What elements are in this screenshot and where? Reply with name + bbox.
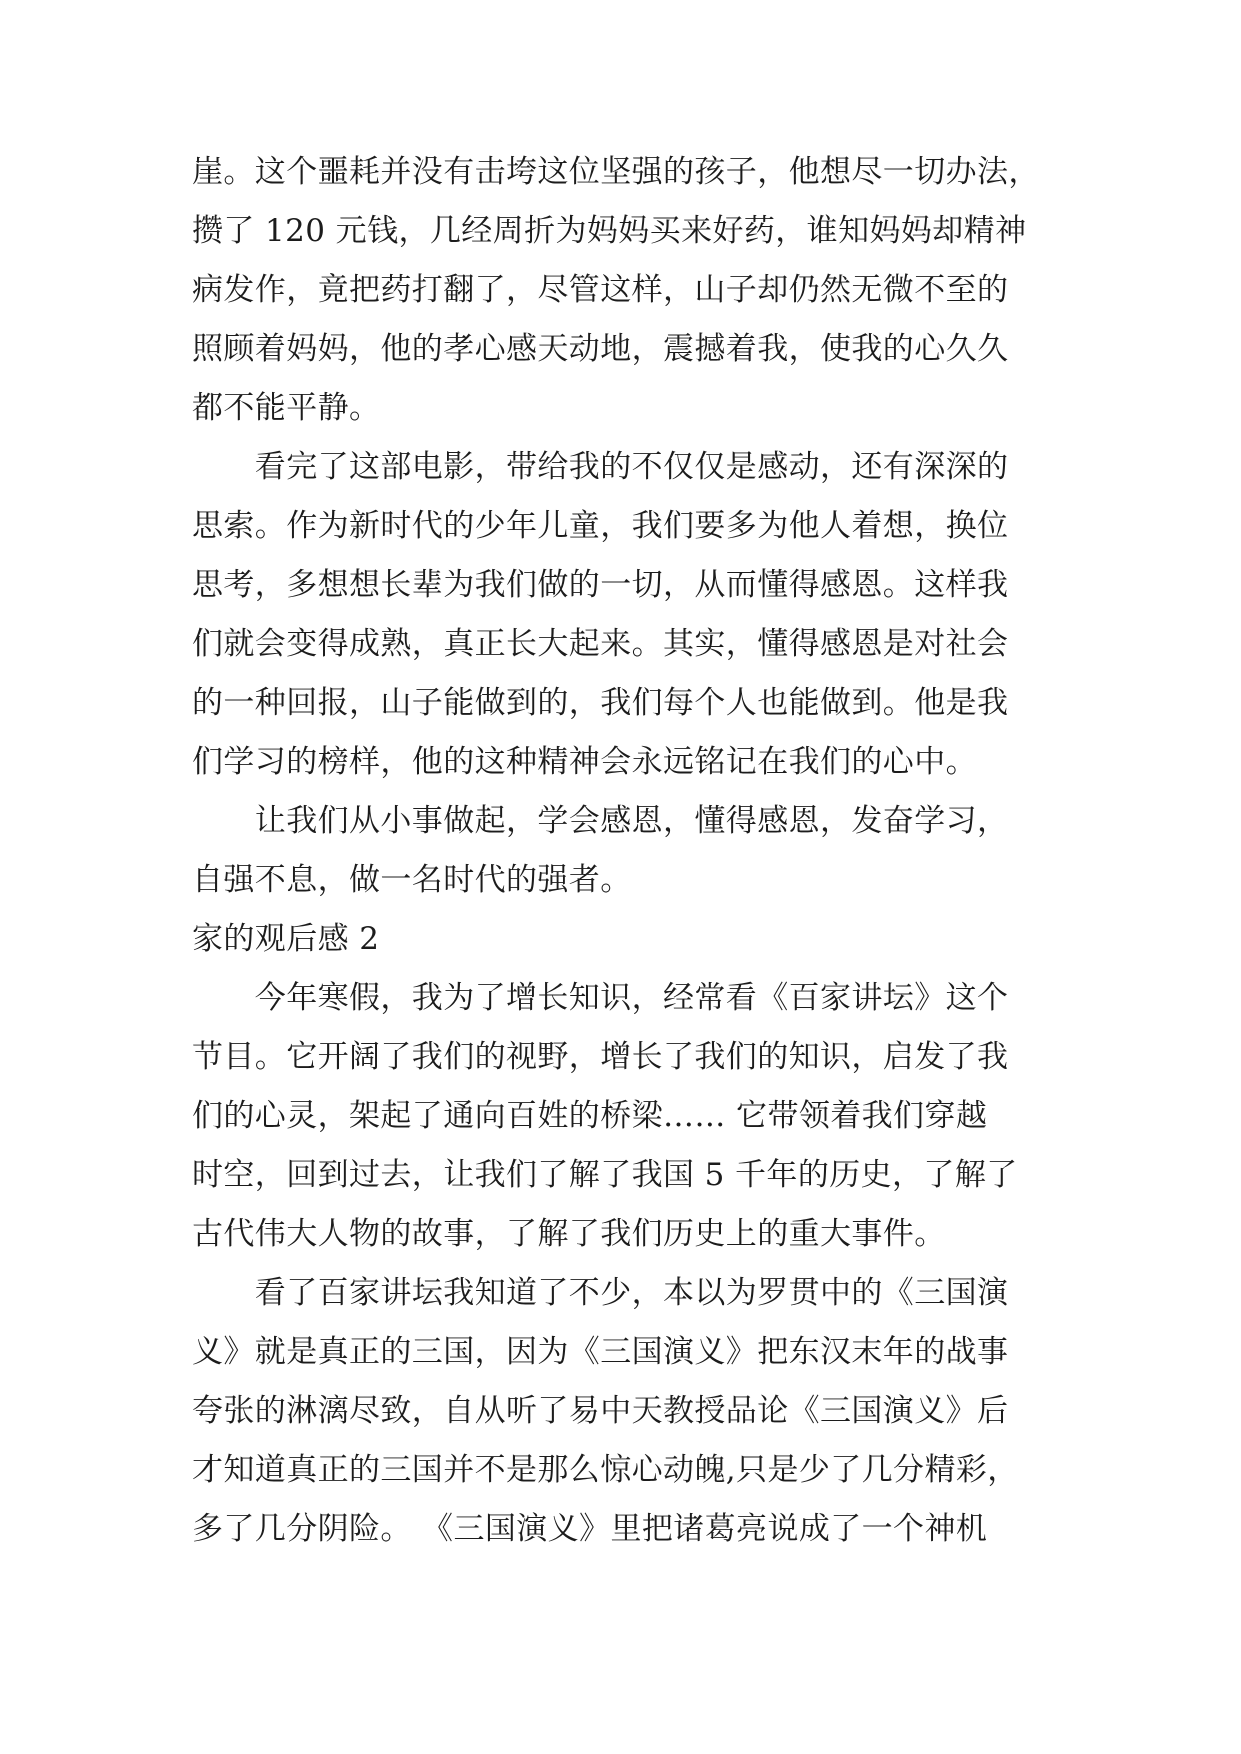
text-line: 多了几分阴险。 《三国演义》里把诸葛亮说成了一个神机 [192, 1511, 988, 1547]
paragraph-first-line: 看完了这部电影，带给我的不仅仅是感动，还有深深的 [192, 449, 1009, 485]
text-line: 照顾着妈妈，他的孝心感天动地，震撼着我，使我的心久久 [192, 331, 1009, 367]
text-line: 病发作，竟把药打翻了，尽管这样，山子却仍然无微不至的 [192, 272, 1009, 308]
text-line: 时空，回到过去，让我们了解了我国 5 千年的历史，了解了 [192, 1157, 1018, 1193]
text-line: 义》就是真正的三国，因为《三国演义》把东汉末年的战事 [192, 1334, 1009, 1370]
section-heading: 家的观后感 2 [192, 921, 380, 957]
paragraph-first-line: 今年寒假，我为了增长知识，经常看《百家讲坛》这个 [192, 980, 1009, 1016]
paragraph-first-line: 看了百家讲坛我知道了不少，本以为罗贯中的《三国演 [192, 1275, 1009, 1311]
text-line: 夸张的淋漓尽致，自从听了易中天教授品论《三国演义》后 [192, 1393, 1009, 1429]
text-line: 思考，多想想长辈为我们做的一切，从而懂得感恩。这样我 [192, 567, 1009, 603]
text-line: 才知道真正的三国并不是那么惊心动魄,只是少了几分精彩， [192, 1452, 1019, 1488]
text-line: 们就会变得成熟，真正长大起来。其实，懂得感恩是对社会 [192, 626, 1009, 662]
text-line: 们学习的榜样，他的这种精神会永远铭记在我们的心中。 [192, 744, 977, 780]
text-line: 们的心灵，架起了通向百姓的桥梁…… 它带领着我们穿越 [192, 1098, 988, 1134]
text-line: 攒了 120 元钱，几经周折为妈妈买来好药，谁知妈妈却精神 [192, 213, 1027, 249]
paragraph-first-line: 让我们从小事做起，学会感恩，懂得感恩，发奋学习， [192, 803, 1009, 839]
text-line: 都不能平静。 [192, 390, 381, 426]
text-line: 古代伟大人物的故事，了解了我们历史上的重大事件。 [192, 1216, 946, 1252]
text-line: 自强不息，做一名时代的强者。 [192, 862, 632, 898]
text-line: 节目。它开阔了我们的视野，增长了我们的知识，启发了我 [192, 1039, 1009, 1075]
text-line: 崖。这个噩耗并没有击垮这位坚强的孩子，他想尽一切办法， [192, 154, 1040, 190]
text-line: 的一种回报，山子能做到的，我们每个人也能做到。他是我 [192, 685, 1009, 721]
text-line: 思索。作为新时代的少年儿童，我们要多为他人着想，换位 [192, 508, 1009, 544]
